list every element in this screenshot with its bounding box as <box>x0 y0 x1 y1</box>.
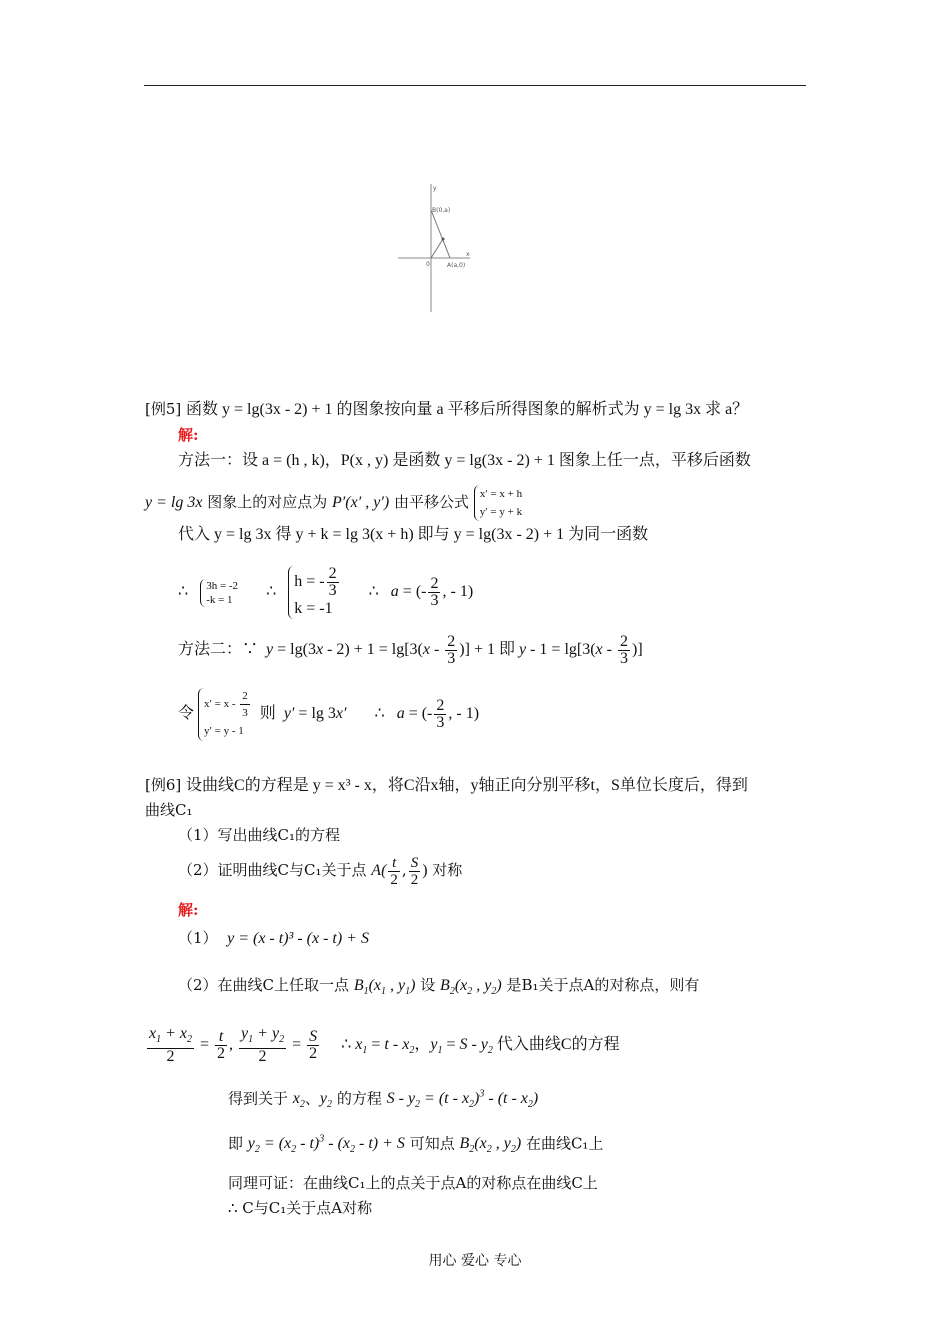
ex5-solution-row: ∴ 3h = -2 -k = 1 ∴ h = - $\frac{2}{3}$ k = -1 ∴ a = (- $\frac{2}{3}$ , - 1) <box>178 565 474 617</box>
ex5-method1-line2: y = lg 3x 图象上的对应点为 P′(x′ , y′) 由平移公式 x′ = x + h y′ = y + k <box>145 485 522 521</box>
shift-formula: x′ = x + h y′ = y + k <box>474 485 522 521</box>
ex6-part2: （2）证明曲线C与C₁关于点 A( $\frac{t}{2}$ , $\frac{S}{2}$ ) 对称 <box>178 854 463 888</box>
ex5-jie: 解: <box>178 426 199 444</box>
label-y: y <box>433 185 437 192</box>
ex6-question-line1: [例6] 设曲线C的方程是 y = x³ - x，将C沿x轴，y轴正向分别平移t，S单位长度后，得到 <box>145 776 748 794</box>
ex5-method1-line1: 方法一：设 a = (h , k)，P(x , y) 是函数 y = lg(3x - 2) + 1 图象上任一点，平移后函数 <box>178 452 751 469</box>
ex6-jie: 解: <box>178 901 199 919</box>
ex6-line7: ∴ C与C₁关于点A对称 <box>228 1199 373 1217</box>
ex6-line6: 同理可证：在曲线C₁上的点关于点A的对称点在曲线C上 <box>228 1174 598 1192</box>
page-footer: 用心 爱心 专心 <box>428 1253 522 1269</box>
ex6-line5: 即 $y_2 = (x_2 - t)^3 - (x_2 - t) + S$ 可知点 $B_2(x_2$ , $y_2$) 在曲线C₁上 <box>228 1134 604 1156</box>
label-x: x <box>466 251 470 258</box>
header-rule <box>144 85 806 86</box>
ex5-method1-line3: 代入 y = lg 3x 得 y + k = lg 3(x + h) 即与 y = lg(3x - 2) + 1 为同一函数 <box>178 526 649 543</box>
label-A: A(a,0) <box>447 262 466 269</box>
ex5-method2: 方法二：∵ y = lg(3x - 2) + 1 = lg[3(x - $\frac{2}{3}$ )] + 1 即 y - 1 = lg[3(x - $\frac{2}{3}$ )] <box>178 632 643 667</box>
ex6-part1: （1）写出曲线C₁的方程 <box>178 826 341 844</box>
ex6-question-line2: 曲线C₁ <box>145 801 193 819</box>
label-o: 0 <box>426 261 430 268</box>
ex5-method2-let: 令 x′ = x - $\frac{2}{3}$ y′ = y - 1 则 y′ = lg 3x′ ∴ a = (- $\frac{2}{3}$ , - 1) <box>178 688 479 730</box>
ex6-answer2: （2）在曲线C上任取一点 $B_1(x_1$ , $y_1$) 设 $B_2(x_2$ , $y_2$) 是B₁关于点A的对称点，则有 <box>178 976 700 998</box>
coordinate-figure <box>398 182 474 314</box>
ex6-answer1: （1） y = (x - t)³ - (x - t) + S <box>178 929 369 947</box>
ex6-line4: 得到关于 $x_2$、$y_2$ 的方程 $S - y_2 = (t - x_2)^3 - (t - x_2)$ <box>228 1089 539 1111</box>
ex5-question: [例5] 函数 y = lg(3x - 2) + 1 的图象按向量 a 平移后所得图象的解析式为 y = lg 3x 求 a？ <box>145 400 749 418</box>
ex6-line3: $\frac{x_1 + x_2}{2}$ = $\frac{t}{2}$ , $\frac{y_1 + y_2}{2}$ = $\frac{S}{2}$ ∴ $x_1 = t - x_2$，$y_1 = S - y_2$ 代入曲线C的方程 <box>149 1024 620 1065</box>
label-B: B(0,a) <box>432 207 451 214</box>
